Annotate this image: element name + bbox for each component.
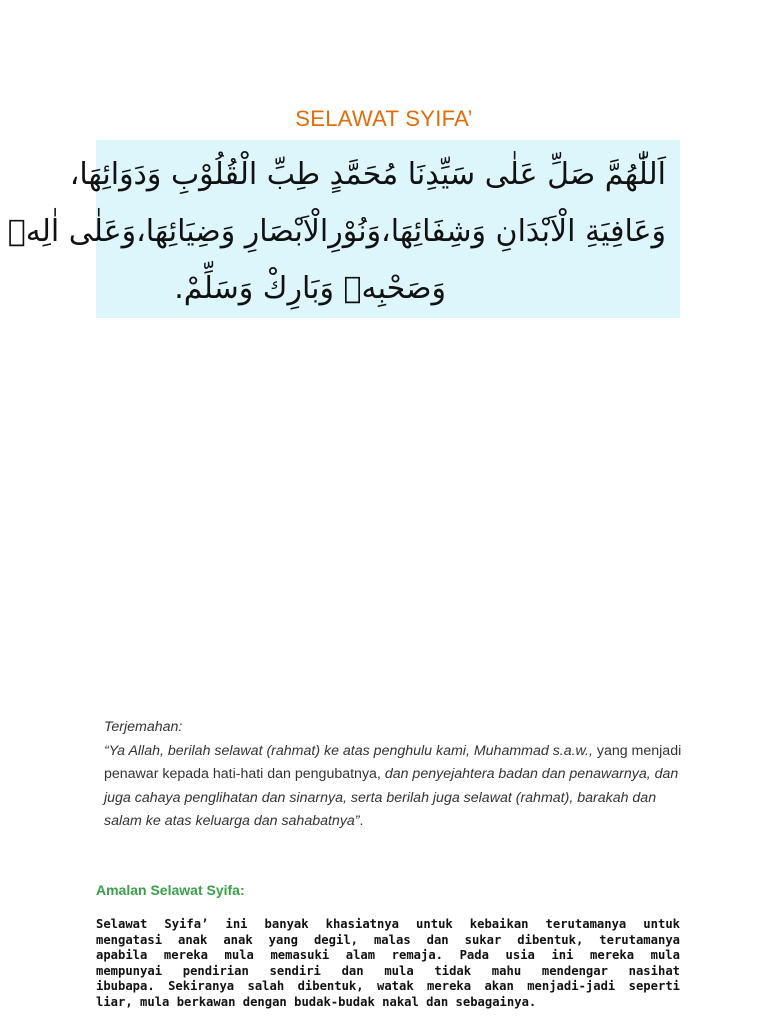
arabic-line-2: وَعَافِيَةِ الْاَبْدَانِ وَشِفَائِهَا،وَنُوْرِالْاَبْصَارِ وَضِيَائِهَا،وَعَلٰى اٰلِهٖ xyxy=(7,214,666,249)
body-line-4: mempunyai pendirian sendiri dan mula tidak mahu mendengar nasihat xyxy=(96,963,680,978)
body-line-2: mengatasi anak anak yang degil, malas dan sukar dibentuk, terutamanya xyxy=(96,932,680,947)
translation-label: Terjemahan: xyxy=(104,719,183,735)
translation-block xyxy=(104,716,684,834)
section-heading: Amalan Selawat Syifa: xyxy=(96,882,245,898)
translation-part-1: “Ya Allah, berilah selawat (rahmat) ke atas penghulu kami, Muhammad s.a.w., xyxy=(104,742,593,759)
page-title: SELAWAT SYIFA’ xyxy=(295,106,473,131)
arabic-text-box xyxy=(7,140,680,318)
body-line-3: apabila mereka mula memasuki alam remaja. Pada usia ini mereka mula xyxy=(96,948,680,963)
body-line-1: Selawat Syifa’ ini banyak khasiatnya untuk kebaikan terutamanya untuk xyxy=(96,917,680,931)
arabic-line-3: وَصَحْبِهٖ وَبَارِكْ وَسَلِّمْ. xyxy=(174,271,446,306)
body-paragraph xyxy=(96,917,680,1011)
body-line-6: liar, mula berkawan dengan budak-budak nakal dan sebagainya. xyxy=(96,994,537,1009)
translation-part-3: dan penyejahtera badan dan penawarnya, dan juga cahaya penglihatan dan sinarnya, serta berilah juga selawat (rahmat), barakah dan salam ke atas keluarga dan sahabatnya” xyxy=(104,766,679,829)
body-line-5: ibubapa. Sekiranya salah dibentuk, watak mereka akan menjadi-jadi seperti xyxy=(96,979,680,994)
translation-part-2: yang menjadi penawar kepada hati-hati dan pengubatnya, xyxy=(104,742,682,782)
arabic-line-1: اَللّٰهُمَّ صَلِّ عَلٰى سَيِّدِنَا مُحَمَّدٍ طِبِّ الْقُلُوْبِ وَدَوَائِهَا، xyxy=(69,157,666,192)
translation-part-4: . xyxy=(359,813,364,829)
